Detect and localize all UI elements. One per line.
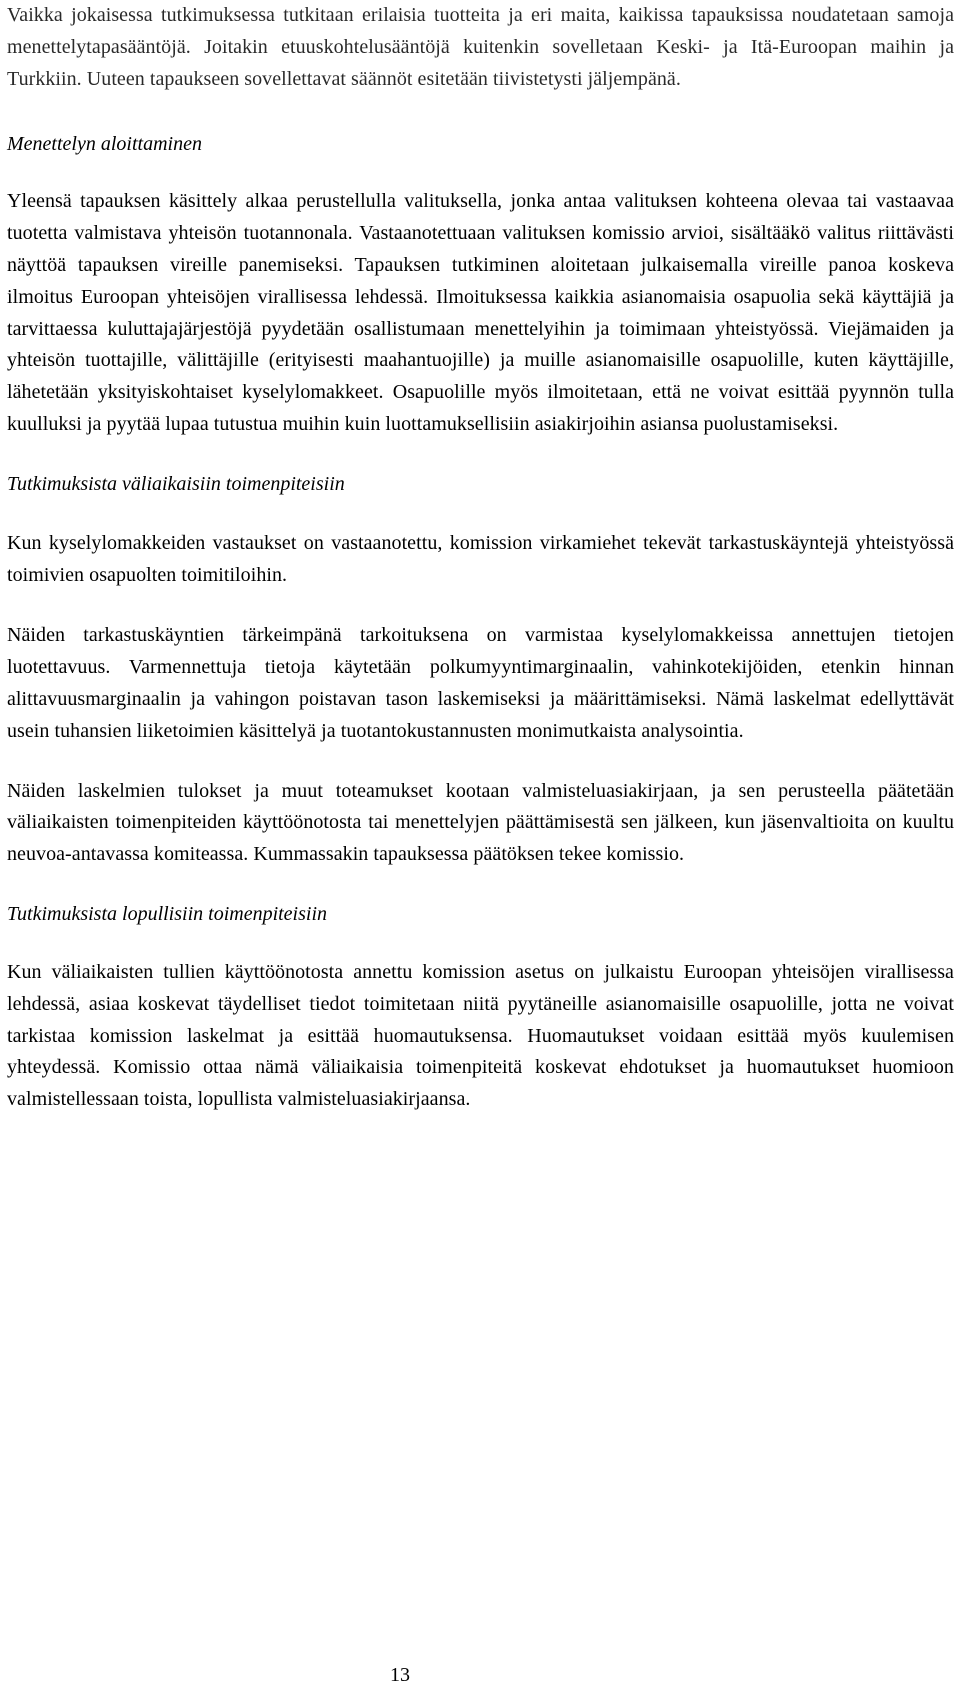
intro-paragraph: Vaikka jokaisessa tutkimuksessa tutkitaan erilaisia tuotteita ja eri maita, kaikissa tapauksissa noudatetaan samoja menettelytapasääntöjä. Joitakin etuuskohtelusääntöjä kuitenkin sovelletaan Keski- ja Itä-Euroopan maihin ja Turkkiin. Uuteen tapaukseen sovellettavat säännöt esitetään tiivistetysti jäljempänä. [7, 4, 954, 90]
page-number: 13 [390, 1664, 410, 1686]
section-heading-menettelyn-aloittaminen: Menettelyn aloittaminen [7, 133, 202, 156]
paragraph-menettelyn-aloittaminen: Yleensä tapauksen käsittely alkaa perustellulla valituksella, jonka antaa valituksen kohteena olevaa tai vastaavaa tuotetta valmistava yhteisön tuotannonala. Vastaanotettuaan valituksen komissio arvioi, sisältääkö valitus riittävästi näyttöä tapauksen vireille panemiseksi. Tapauksen tutkiminen aloitetaan julkaisemalla vireille panoa koskeva ilmoitus Euroopan yhteisöjen virallisessa lehdessä. Ilmoituksessa kaikkia asianomaisia osapuolia sekä käyttäjiä ja tarvittaessa kuluttajajärjestöjä pyydetään osallistumaan menettelyihin ja toimimaan yhteistyössä. Viejämaiden ja yhteisön tuottajille, välittäjille (erityisesti maahantuojille) ja muille asianomaisille osapuolille, kuten käyttäjille, lähetetään yksityiskohtaiset kyselylomakkeet. Osapuolille myös ilmoitetaan, että ne voivat esittää pyynnön tulla kuulluksi ja pyytää lupaa tutustua muihin kuin luottamuksellisiin asiakirjoihin asiansa puolustamiseksi. [7, 190, 954, 435]
section-heading-lopulliset-toimenpiteet: Tutkimuksista lopullisiin toimenpiteisiin [7, 902, 328, 925]
section-heading-valiaikaiset-toimenpiteet: Tutkimuksista väliaikaisiin toimenpiteisiin [7, 472, 345, 495]
paragraph-lopulliset-toimenpiteet: Kun väliaikaisten tullien käyttöönotosta annettu komission asetus on julkaistu Euroopan yhteisöjen virallisessa lehdessä, asiaa koskevat täydelliset tiedot toimitetaan niitä pyytäneille asianomaisille osapuolille, jotta ne voivat tarkistaa komission laskelmat ja esittää huomautuksensa. Huomautukset voidaan esittää myös kuulemisen yhteydessä. Komissio ottaa nämä väliaikaisia toimenpiteitä koskevat ehdotukset ja huomautukset huomioon valmistellessaan toista, lopullista valmisteluasiakirjaansa. [7, 960, 954, 1111]
paragraph-tarkastuskaynnit: Kun kyselylomakkeiden vastaukset on vastaanotettu, komission virkamiehet tekevät tarkastuskäyntejä yhteistyössä toimivien osapuolten toimitiloihin. [7, 531, 954, 586]
document-page [7, 0, 954, 1116]
paragraph-tarkastuksen-tarkoitus: Näiden tarkastuskäyntien tärkeimpänä tarkoituksena on varmistaa kyselylomakkeissa annettujen tietojen luotettavuus. Varmennettuja tietoja käytetään polkumyyntimarginaalin, vahinkotekijöiden, etenkin hinnan alittavuusmarginaalin ja vahingon poistavan tason laskemiseksi ja määrittämiseksi. Nämä laskelmat edellyttävät usein tuhansien liiketoimien käsittelyä ja tuotantokustannusten monimutkaista analysointia. [7, 624, 954, 742]
paragraph-laskelmien-tulokset: Näiden laskelmien tulokset ja muut toteamukset kootaan valmisteluasiakirjaan, ja sen perusteella päätetään väliaikaisten toimenpiteiden käyttöönotosta tai menettelyjen päättämisestä sen jälkeen, kun jäsenvaltioita on kuultu neuvoa-antavassa komiteassa. Kummassakin tapauksessa päätöksen tekee komissio. [7, 779, 954, 866]
